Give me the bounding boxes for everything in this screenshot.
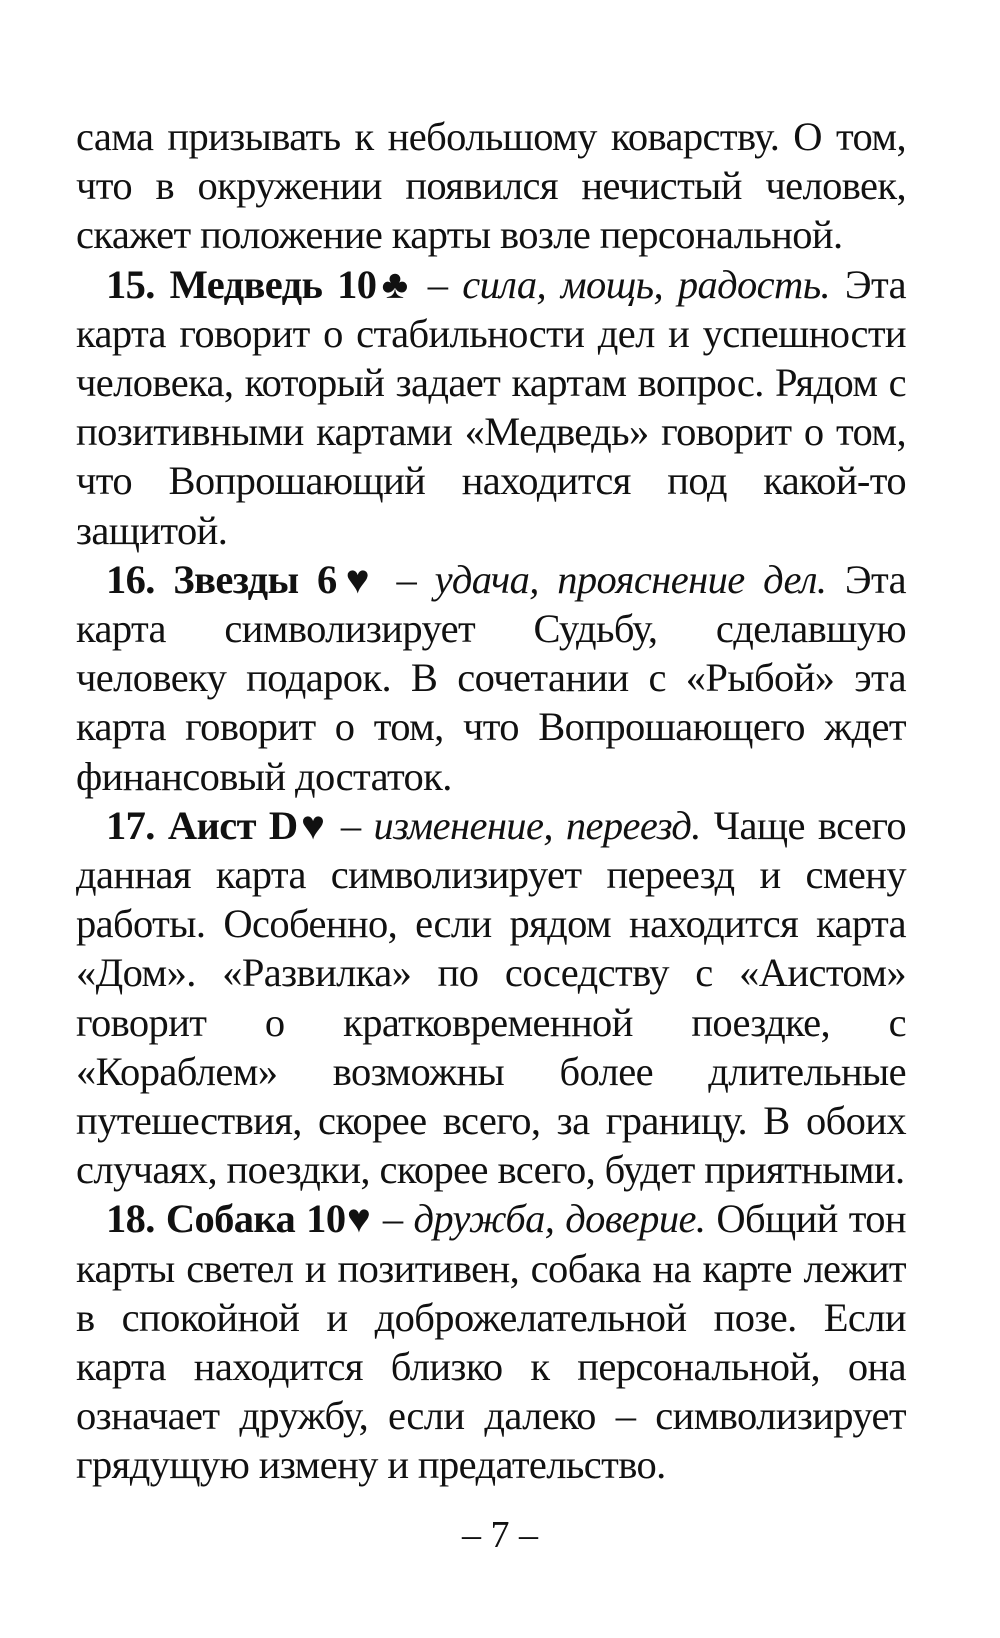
card-name: Звезды [173, 556, 299, 602]
card-name: Медведь [169, 261, 323, 307]
entry-dash: – [427, 261, 448, 307]
entry-17 [76, 801, 906, 1195]
page-number: – 7 – [462, 1514, 538, 1556]
card-code: D♥ [268, 802, 328, 848]
card-name: Собака [165, 1196, 296, 1242]
card-meaning: сила, мощь, радость. [462, 261, 831, 307]
card-meaning: изменение, переезд. [373, 802, 701, 848]
card-meaning: удача, прояснение дел. [434, 556, 827, 602]
entry-18 [76, 1194, 906, 1489]
entry-15 [76, 260, 906, 555]
page-body [76, 112, 906, 1490]
card-meaning: дружба, доверие. [413, 1196, 706, 1242]
entry-text: Чаще всего данная карта символизирует переезд и смену работы. Особенно, если рядом находится карта «Дом». «Развилка» по соседству с «Аистом» говорит о кратковременной поездке, с «Кораблем» возможны более длительные путешествия, скорее всего, за границу. В обоих случаях, поездки, скорее всего, будет приятными. [76, 802, 907, 1193]
entry-number: 15. [106, 261, 155, 307]
entry-text: Эта карта символизирует Судьбу, сделавшую человеку подарок. В сочетании с «Рыбой» эта карта говорит о том, что Вопрошающего ждет финансовый достаток. [76, 556, 906, 799]
card-name: Аист [167, 802, 256, 848]
entry-text: Эта карта говорит о стабильности дел и успешности человека, который задает картам вопрос. Рядом с позитивными картами «Медведь» говорит о том, что Вопрошающий находится под какой-то защитой. [76, 261, 906, 553]
entry-number: 16. [106, 556, 155, 602]
card-code: 10♣ [337, 261, 413, 307]
entry-16 [76, 555, 906, 801]
entry-number: 17. [106, 802, 155, 848]
entry-number: 18. [106, 1196, 155, 1242]
entry-dash: – [396, 556, 417, 602]
card-code: 10♥ [306, 1196, 372, 1242]
continuation-paragraph: сама призывать к небольшому коварству. О том, что в окружении появился нечистый человек, скажет положение карты возле персональной. [76, 114, 906, 258]
entry-dash: – [340, 802, 361, 848]
entry-text: Общий тон карты светел и позитивен, собака на карте лежит в спокойной и доброжелательной позе. Если карта находится близко к персональной, она означает дружбу, если далеко – символизирует грядущую измену и предательство. [76, 1196, 907, 1488]
entry-dash: – [382, 1196, 403, 1242]
card-code: 6♥ [317, 556, 379, 602]
